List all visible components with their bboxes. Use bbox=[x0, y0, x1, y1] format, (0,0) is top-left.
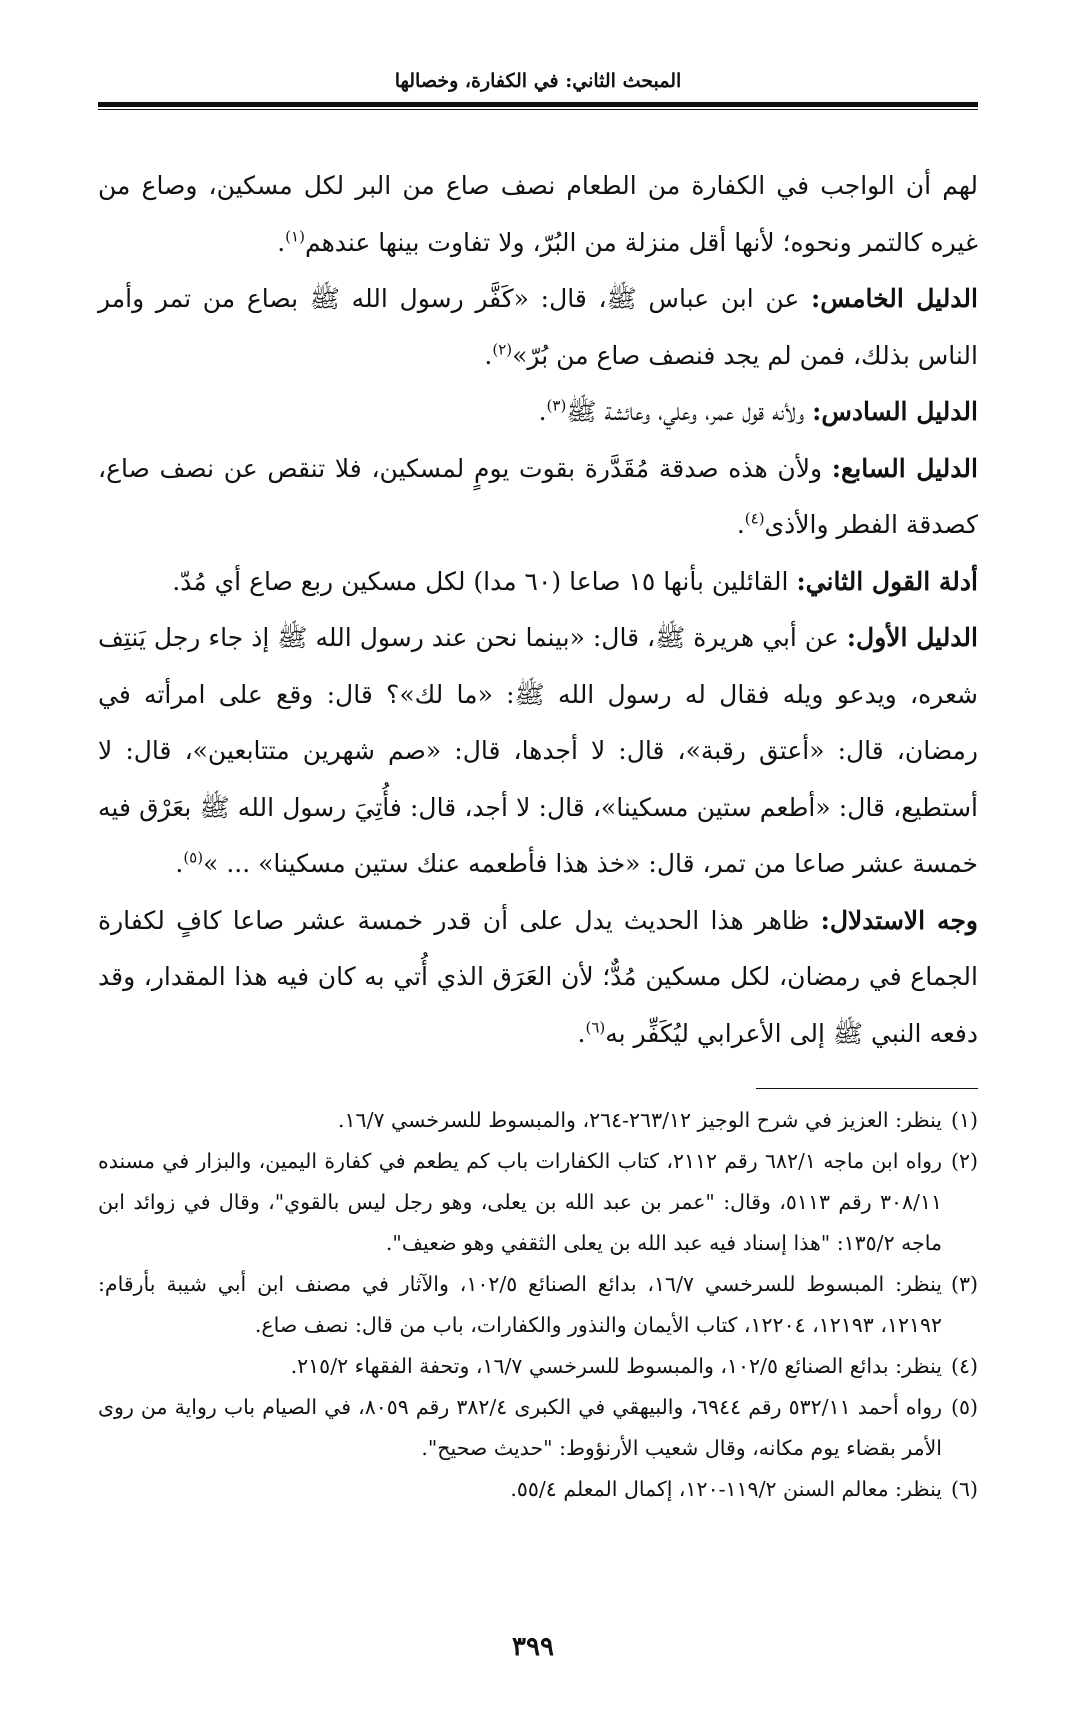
paragraph-evidence-6: الدليل السادس: ولأنه قول عمر، وعلي، وعائشة ﷺ$^{(٣)}$. bbox=[538, 396, 978, 426]
footnote-ref-4: (٤) bbox=[744, 509, 765, 528]
inference-label: وجه الاستدلال: bbox=[820, 905, 978, 935]
footnote-separator bbox=[756, 1088, 978, 1089]
running-header: المبحث الثاني: في الكفارة، وخصالها bbox=[394, 70, 682, 92]
footnote-number: (٢) bbox=[950, 1149, 978, 1173]
header-rule-thin bbox=[98, 109, 978, 110]
footnote-number: (٦) bbox=[950, 1477, 978, 1501]
paragraph-inference: وجه الاستدلال: ظاهر هذا الحديث يدل على أن قدر خمسة عشر صاعا كافٍ لكفارة الجماع في رمضان، لكل مسكين مُدٌّ؛ لأن العَرَق الذي أُتي به كان فيه هذا المقدار، وقد دفعه النبي ﷺ إلى الأعرابي ليُكَفِّر به$^{(٦)}$. bbox=[98, 905, 978, 1048]
footnote: (٥)رواه أحمد ٥٣٢/١١ رقم ٦٩٤٤، والبيهقي في الكبرى ٣٨٢/٤ رقم ٨٠٥٩، في الصيام باب رواية من روى الأمر بقضاء يوم مكانه، وقال شعيب الأرنؤوط: "حديث صحيح". bbox=[98, 1387, 978, 1469]
header-rule-thick bbox=[98, 102, 978, 107]
footnote: (١)ينظر: العزيز في شرح الوجيز ٢٦٣/١٢-٢٦٤، والمبسوط للسرخسي ١٦/٧. bbox=[98, 1100, 978, 1141]
footnote-ref-5: (٥) bbox=[183, 848, 204, 867]
evidence-label: الدليل الأول: bbox=[846, 623, 978, 652]
footnote-number: (١) bbox=[950, 1108, 978, 1132]
footnote-number: (٤) bbox=[950, 1354, 978, 1378]
footnote-number: (٥) bbox=[950, 1395, 978, 1419]
footnote: (٦)ينظر: معالم السنن ١١٩/٢-١٢٠، إكمال المعلم ٥٥/٤. bbox=[98, 1469, 978, 1510]
page-number: ٣٩٩ bbox=[512, 1632, 554, 1662]
paragraph-evidence-7: الدليل السابع: ولأن هذه صدقة مُقَدَّرة بقوت يومٍ لمسكين، فلا تنقص عن نصف صاع، كصدقة الفطر والأذى$^{(٤)}$. bbox=[98, 453, 978, 539]
main-text bbox=[98, 158, 978, 1062]
evidence-label: الدليل السابع: bbox=[831, 453, 978, 483]
footnote-number: (٣) bbox=[950, 1272, 978, 1296]
paragraph-1: لهم أن الواجب في الكفارة من الطعام نصف صاع من البر لكل مسكين، وصاع من غيره كالتمر ونحوه؛ لأنها أقل منزلة من البُرّ، ولا تفاوت بينها عندهم$^{(١)}$. bbox=[98, 171, 978, 257]
evidence-label: الدليل الخامس: bbox=[810, 284, 978, 313]
footnote-ref-6: (٦) bbox=[585, 1018, 606, 1037]
footnote-ref-1: (١) bbox=[285, 227, 305, 246]
evidence-label: الدليل السادس: bbox=[812, 397, 978, 426]
paragraph-evidence-1: الدليل الأول: عن أبي هريرة ﷺ، قال: «بينما نحن عند رسول الله ﷺ إذ جاء رجل يَنتِف شعره، ويدعو ويله فقال له رسول الله ﷺ: «ما لك»؟ قال: وقع على امرأته في رمضان، قال: «أعتق رقبة»، قال: لا أجدها، قال: «صم شهرين متتابعين»، قال: لا أستطيع، قال: «أطعم ستين مسكينا»، قال: لا أجد، قال: فأُتِيَ رسول الله ﷺ بعَرْق فيه خمسة عشر صاعا من تمر، قال: «خذ هذا فأطعمه عنك ستين مسكينا» ... »$^{(٥)}$. bbox=[98, 623, 978, 878]
paragraph-second-opinion: أدلة القول الثاني: القائلين بأنها ١٥ صاعا (٦٠ مدا) لكل مسكين ربع صاع أي مُدّ. bbox=[172, 566, 978, 596]
footnote: (٤)ينظر: بدائع الصنائع ١٠٢/٥، والمبسوط للسرخسي ١٦/٧، وتحفة الفقهاء ٢١٥/٢. bbox=[98, 1346, 978, 1387]
footnote-ref-2: (٢) bbox=[492, 340, 513, 359]
footnotes bbox=[98, 1100, 978, 1510]
footnote-ref-3: (٣) bbox=[546, 396, 567, 415]
paragraph-evidence-5: الدليل الخامس: عن ابن عباس ﷺ، قال: «كَفَّر رسول الله ﷺ بصاع من تمر وأمر الناس بذلك، فمن لم يجد فنصف صاع من بُرّ»$^{(٢)}$. bbox=[98, 284, 978, 370]
section-label: أدلة القول الثاني: bbox=[796, 566, 978, 596]
footnote: (٢)رواه ابن ماجه ٦٨٢/١ رقم ٢١١٢، كتاب الكفارات باب كم يطعم في كفارة اليمين، والبزار في مسنده ٣٠٨/١١ رقم ٥١١٣، وقال: "عمر بن عبد الله بن يعلى، وهو رجل ليس بالقوي"، وقال في زوائد ابن ماجه ١٣٥/٢: "هذا إسناد فيه عبد الله بن يعلى الثقفي وهو ضعيف". bbox=[98, 1141, 978, 1264]
footnote: (٣)ينظر: المبسوط للسرخسي ١٦/٧، بدائع الصنائع ١٠٢/٥، والآثار في مصنف ابن أبي شيبة بأرقام: ١٢١٩٢، ١٢١٩٣، ١٢٢٠٤، كتاب الأيمان والنذور والكفارات، باب من قال: نصف صاع. bbox=[98, 1264, 978, 1346]
